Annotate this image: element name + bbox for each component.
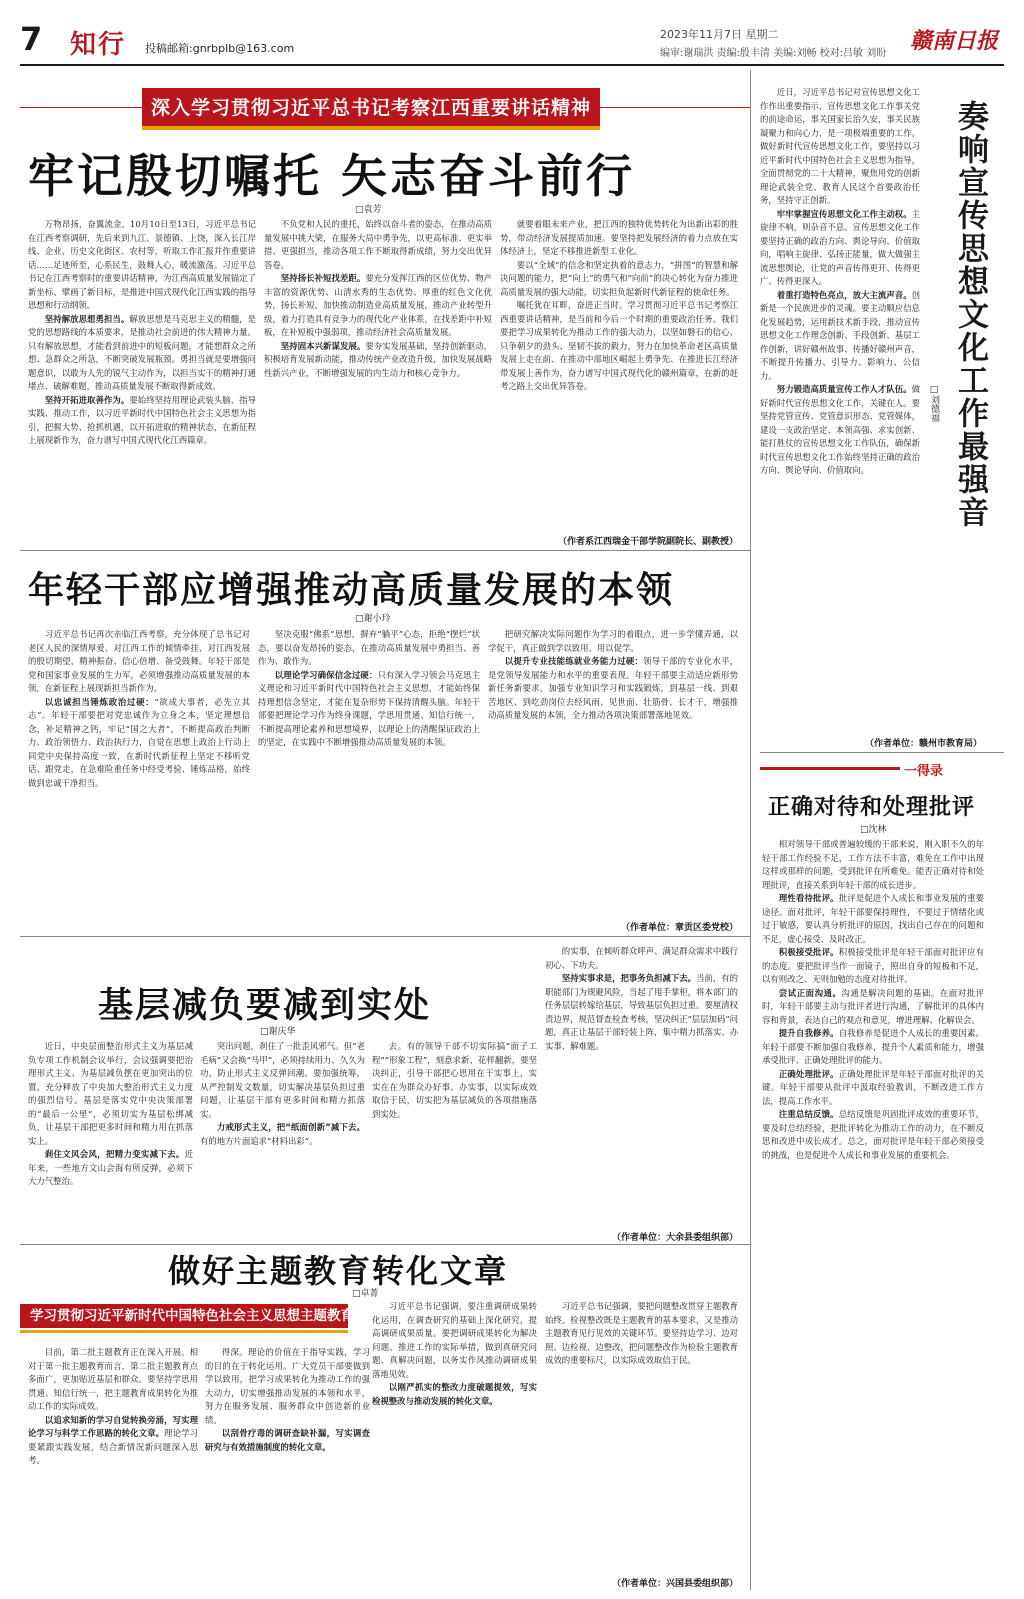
- article1-column-1: [28, 218, 256, 558]
- paragraph-text: 嘱托犹在耳畔，奋进正当时。学习贯彻习近平总书记考察江西重要讲话精神，是当前和今后一个时期的重要政治任务。我们要把学习成果转化为推动工作的强大动力，以坚如磐石的信心、只争朝夕的劲头、坚韧不拔的毅力，努力在加快革命老区高质量发展上走在前、在推动中部地区崛起上勇争先、在推进长江经济带发展上善作为，奋力谱写中国式现代化的赣州篇章，在新的赶考之路上交出优异答卷。: [500, 300, 738, 391]
- article2-byline: □谢小玲: [355, 614, 391, 624]
- divider: [20, 936, 750, 937]
- page-number: 7: [20, 20, 43, 58]
- paragraph-text: 创新是一个民族进步的灵魂。要主动顺应信息化发展趋势，运用新技术新手段，推动宣传思想文化工作理念创新、手段创新、基层工作创新，讲好赣州故事、传播好赣州声音，不断提升传播力、引导力、影响力、公信力。: [760, 289, 920, 381]
- paragraph: [762, 1108, 984, 1162]
- article2-author-unit: （作者单位：章贡区委党校）: [620, 923, 738, 933]
- paragraph-heading: 以追求知新的学习自觉转换旁涌，写实理论学习与科学工作思路的转化文章。: [28, 1414, 198, 1438]
- article3-column-1: [28, 1040, 193, 1240]
- paragraph: [545, 1300, 738, 1368]
- paragraph: [28, 218, 256, 313]
- article6-title: 正确对待和处理批评: [768, 794, 976, 820]
- paragraph-text: 主旋律不响，则杂音不息。宣传思想文化工作要坚持正确的政治方向、舆论导向、价值取向，唱响主旋律、弘扬正能量，做大做强主流思想舆论，让党的声音传得更开、传得更广、传得更深入。: [760, 208, 920, 286]
- paragraph-heading: 力戒形式主义，把“纸面创新”减下去。: [216, 1122, 365, 1132]
- submission-email: 投稿邮箱:gnrbplb@163.com: [145, 42, 295, 55]
- paragraph-text: 自我修养是促进个人成长的重要因素。年轻干部要不断加强自我修养，提升个人素质和能力，增强承受批评、正确处理批评的能力。: [762, 1028, 984, 1065]
- article4-byline: □卓菁: [352, 1289, 379, 1299]
- paragraph-text: 要以“全域”的信念和坚定执着的意志力，“拼图”的智慧和解决问题的能力，把“向上”的勇气和“向前”的决心转化为奋力推进高质量发展的强大动能，切实担负起新时代新征程的使命任务。: [500, 259, 738, 297]
- paragraph-text: 做好新时代宣传思想文化工作，关键在人。要坚持党管宣传、党管意识形态、党管媒体，建设一支政治坚定、本领高强、求实创新、能打胜仗的宣传思想文化工作队伍，确保新时代宣传思想文化工作始终坚持正确的政治方向、舆论导向、价值取向。: [760, 384, 920, 475]
- paragraph-text: 要夯实发展基础，坚持创新驱动，积极培育发展新动能，推动传统产业改造升级，加快发展战略性新兴产业，不断增强发展的内生动力和核心竞争力。: [264, 340, 492, 378]
- paragraph: [264, 218, 492, 272]
- paragraph: [372, 1040, 537, 1121]
- paragraph-heading: 以忠诚担当锤炼政治过硬：: [44, 696, 155, 707]
- paragraph-heading: 积极接受批评。: [778, 947, 839, 957]
- paragraph: [760, 208, 920, 289]
- paragraph-heading: 坚持解放思想勇担当。: [44, 313, 130, 324]
- article3-column-3: [372, 1040, 537, 1240]
- paragraph-text: 有的地方片面追求“材料出彩”。: [200, 1135, 318, 1146]
- paragraph: [500, 259, 738, 300]
- article5-title: 奏响宣传思想文化工作最强音: [952, 100, 988, 529]
- paragraph: [205, 1427, 370, 1454]
- paragraph: [372, 1381, 537, 1408]
- article1-author-unit: （作者系江西瑞金干部学院副院长、副教授）: [557, 537, 738, 547]
- paragraph-heading: 理性看待批评。: [778, 893, 839, 903]
- paragraph: [488, 655, 738, 723]
- paragraph-heading: 努力锻造高质量宣传工作人才队伍。: [776, 384, 912, 394]
- paragraph: [264, 340, 492, 381]
- article4-column-3: [372, 1300, 537, 1586]
- paragraph: [28, 628, 250, 696]
- paragraph-heading: 刹住文风会风，把精力变实减下去。: [44, 1149, 185, 1159]
- paragraph: [205, 1346, 370, 1427]
- paragraph: [760, 86, 920, 208]
- paragraph: [762, 946, 984, 987]
- paragraph: [200, 1040, 365, 1121]
- divider: [760, 752, 1004, 753]
- paragraph-text: 总结反馈是巩固批评成效的重要环节。要及时总结经验，把批评转化为推动工作的动力，在不断反思和改进中成长成才。总之，面对批评是年轻干部必须接受的挑战，也是促进个人成长和事业发展的重要机会。: [762, 1109, 984, 1160]
- article1-title: 牢记殷切嘱托 矢志奋斗前行: [28, 149, 636, 203]
- paragraph-text: 近日，习近平总书记对宣传思想文化工作作出重要指示，宣传思想文化工作事关党的前途命运，事关国家长治久安，事关民族凝聚力和向心力，是一项极端重要的工作。做好新时代宣传思想文化工作，要坚持以习近平新时代中国特色社会主义思想为指导，全面贯彻党的二十大精神，聚焦用党的创新理论武装全党、教育人民这个首要政治任务，坚持守正创新。: [760, 87, 920, 205]
- paragraph-text: 当前，有的职能部门为规避风险，当起了甩手掌柜，将本部门的任务层层转嫁给基层，导致基层负担过重。要厘清权责边界，规范督查检查考核，坚决纠正“层层加码”问题，真正让基层干部轻装上阵，集中精力抓落实、办实事、解难题。: [545, 973, 738, 1051]
- paragraph-text: 批评是促进个人成长和事业发展的重要途径。面对批评，年轻干部要保持理性，不要过于情绪化或过于敏感，要认真分析批评的原因，找出自己存在的问题和不足，虚心接受、及时改正。: [762, 893, 984, 944]
- divider: [20, 550, 750, 551]
- series-banner: [20, 1304, 414, 1328]
- paragraph-text: 习近平总书记再次亲临江西考察，充分体现了总书记对老区人民的深情厚爱、对江西工作的倾情牵挂、对江西发展的殷切期望，精神振奋、信心倍增、备受鼓舞。年轻干部是党和国家事业发展的生力军，必须增强推动高质量发展的本领，在新征程上展现新担当新作为。: [28, 629, 250, 693]
- paragraph: [28, 696, 250, 791]
- paragraph-heading: 着重打造特色亮点，放大主流声音。: [776, 289, 912, 300]
- paragraph-text: “欲成大事者，必先立其志”。年轻干部要把对党忠诚作为立身之本，坚定理想信念，补足精神之钙，牢记“国之大者”，不断提高政治判断力、政治领悟力、政治执行力，自觉在思想上政治上行动上同党中央保持高度一致，在新时代新征程上坚定不移听党话、跟党走，在急难险重任务中经受考验、锤炼品格，始终做到忠诚干净担当。: [28, 696, 250, 788]
- paragraph-text: 积极接受批评是年轻干部面对批评应有的态度。要把批评当作一面镜子，照出自身的短板和不足，以有则改之、无则加勉的态度对待批评。: [762, 947, 984, 984]
- paragraph: [545, 972, 738, 1053]
- paragraph: [488, 628, 738, 655]
- paragraph-text: 正确处理批评是年轻干部面对批评的关键。年轻干部要从批评中汲取经验教训，不断改进工作方法，提高工作水平。: [762, 1068, 984, 1106]
- divider: [20, 1244, 750, 1245]
- paragraph: [28, 1148, 193, 1189]
- paragraph-text: 要充分发挥江西的区位优势、物产丰富的资源优势、山清水秀的生态优势、厚重的红色文化优势，扬长补短，加快推动制造业高质量发展，推动产业转型升级，着力打造具有竞争力的现代化产业体系，在找差距中补短板，在补短板中强弱项，推动经济社会高质量发展。: [264, 273, 492, 337]
- article3-title: 基层减负要减到实处: [98, 985, 432, 1026]
- paragraph: [28, 1346, 198, 1414]
- article2-column-3: [488, 628, 738, 918]
- column-divider: [750, 70, 751, 1590]
- paragraph-heading: 以理论学习确保信念过硬：: [274, 669, 378, 680]
- article3-column-2: [200, 1040, 365, 1240]
- masthead: [0, 0, 1024, 66]
- paragraph-text: 得深。理论的价值在于指导实践，学习的目的在于转化运用。广大党员干部要做到学以致用，把学习成果转化为推动工作的强大动力，切实增强推动发展的本领和水平，努力在服务发展、服务群众中创造新的业绩。: [205, 1347, 370, 1425]
- paragraph: [762, 1027, 984, 1068]
- article1-column-3: [500, 218, 738, 536]
- issue-date: 2023年11月7日 星期二: [660, 28, 779, 41]
- paragraph: [545, 945, 738, 972]
- article3-column-4: [545, 945, 738, 1230]
- paragraph-text: 习近平总书记强调，要注重调研成果转化运用，在调查研究的基础上深化研究，提高调研成果质量。要把调研成果转化为解决问题、推进工作的实际举措，做到真研究问题、真解决问题，以务实作风推动调研成果落地见效。: [372, 1301, 537, 1379]
- paragraph: [762, 892, 984, 946]
- paragraph: [264, 272, 492, 340]
- paragraph: [28, 1040, 193, 1148]
- article1-column-2: [264, 218, 492, 558]
- paragraph-text: 去。有的领导干部不切实际搞“面子工程”“形象工程”，刻意求新、花样翻新，要坚决纠正，引导干部把心思用在干实事上，实实在在为群众办好事、办实事，以实际成效取信于民，切实把为基层减负的各项措施落到实处。: [372, 1041, 537, 1119]
- paragraph-text: 习近平总书记强调，要把问题整改贯穿主题教育始终。检视整改既是主题教育的基本要求，又是推动主题教育见行见效的关键环节。要坚持边学习、边对照、边检视、边整改，把问题整改作为检验主题教育成效的重要标尺，以实际成效取信于民。: [545, 1301, 738, 1365]
- paragraph-heading: 坚持扬长补短找差距。: [280, 273, 366, 283]
- topic-banner: [142, 88, 600, 130]
- article4-column-1: [28, 1346, 198, 1586]
- article6-byline: □沈林: [860, 825, 887, 835]
- paragraph-heading: 以刚严抓实的整改力度破题提效，写实检视整改与推动发展的转化文章。: [372, 1382, 537, 1406]
- paragraph: [258, 669, 480, 750]
- paragraph-text: 近年来，一些地方文山会海有所反弹，必须下大力气整治。: [28, 1149, 193, 1186]
- column-tag-rule: [760, 767, 900, 770]
- paragraph: [762, 987, 984, 1028]
- paragraph-heading: 正确处理批评。: [778, 1068, 839, 1079]
- article2-column-2: [258, 628, 480, 928]
- paragraph-text: 不负党和人民的重托，始终以奋斗者的姿态，在推动高质量发展中挑大梁，在服务大局中勇争先，以更高标准、更实举措、更强担当，推动各项工作不断取得新成绩，努力交出优异答卷。: [264, 219, 492, 270]
- banner-text: 深入学习贯彻习近平总书记考察江西重要讲话精神: [150, 97, 591, 119]
- paragraph-text: 要始终坚持用理论武装头脑、指导实践、推动工作，以习近平新时代中国特色社会主义思想为指引，把握大势、抢抓机遇，以开拓进取的精神状态，在新征程上展现新作为，奋力谱写中国式现代化江西篇章。: [28, 394, 256, 445]
- paragraph: [28, 313, 256, 394]
- article2-column-1: [28, 628, 250, 928]
- paragraph: [500, 218, 738, 259]
- paragraph-text: 突出问题，刹住了一批歪风邪气。但“老毛病”又会换“马甲”，必须持续用力、久久为功，防止形式主义反弹回潮。要加强统筹，从严控制发文数量，切实解决基层负担过重问题，让基层干部有更多时间和精力抓落实。: [200, 1041, 365, 1119]
- header-rule: [20, 64, 1004, 66]
- paragraph-text: 近日，中央层面整治形式主义为基层减负专项工作机制会议举行，会议强调要把治理形式主义、为基层减负摆在更加突出的位置，充分释放了中央加大整治形式主义力度的强烈信号。基层是落实党中央决策部署的“最后一公里”，必须切实为基层松绑减负，让基层干部把更多时间和精力用在抓落实上。: [28, 1041, 193, 1146]
- paragraph: [762, 838, 984, 892]
- paragraph: [372, 1300, 537, 1381]
- article4-column-2: [205, 1346, 370, 1586]
- paragraph: [28, 1414, 198, 1468]
- article4-title: 做好主题教育转化文章: [168, 1252, 509, 1290]
- article1-byline: □袁芳: [355, 205, 382, 215]
- paragraph-text: 理论学习要紧跟实践发展，结合新情况新问题深入思考。: [28, 1428, 198, 1465]
- paragraph-text: 领导干部的专业化水平，是党领导发展能力和水平的重要表现。年轻干部要主动适应新形势新任务新要求，加强专业知识学习和实践锻炼，到基层一线、到艰苦地区、到吃劲岗位去经风雨、见世面、壮筋骨、长才干，增强推动高质量发展的本领，全力推动各项决策部署落地见效。: [488, 656, 738, 720]
- article2-title: 年轻干部应增强推动高质量发展的本领: [28, 569, 675, 611]
- series-underline: [20, 1330, 348, 1333]
- paragraph-text: 坚决克服“佛系”思想，摒弃“躺平”心态，拒绝“摆烂”状态，要以奋发昂扬的姿态，在推动高质量发展中勇担当、善作为、敢作为。: [258, 629, 480, 666]
- paragraph: [28, 394, 256, 448]
- paragraph: [762, 1068, 984, 1109]
- paragraph-text: 把研究解决实际问题作为学习的着眼点，进一步学懂弄通，以学促干，真正做到学以致用、用以促学。: [488, 629, 738, 653]
- paragraph-text: 沟通是解决问题的基础。在面对批评时，年轻干部要主动与批评者进行沟通，了解批评的具体内容和背景，表达自己的观点和意见，增进理解、化解误会。: [762, 987, 984, 1025]
- paragraph-heading: 提升自我修养。: [778, 1028, 839, 1038]
- article5-body: [760, 86, 920, 726]
- article4-author-unit: （作者单位：兴国县委组织部）: [611, 1579, 738, 1589]
- article5-author-unit: （作者单位：赣州市教育局）: [864, 739, 982, 749]
- paragraph-heading: 以提升专业技能练就业务能力过硬：: [504, 656, 644, 666]
- paragraph: [258, 628, 480, 669]
- paragraph-heading: 牢牢掌握宣传思想文化工作主动权。: [776, 208, 912, 219]
- paragraph-text: 目前，第二批主题教育正在深入开展。相对于第一批主题教育而言，第二批主题教育点多面广，更加贴近基层和群众。要坚持学思用贯通、知信行统一，把主题教育成果转化为推动工作的实际成效。: [28, 1347, 198, 1411]
- column-tag: 一得录: [904, 764, 944, 779]
- paragraph: [760, 289, 920, 384]
- paragraph-heading: 注重总结反馈。: [778, 1109, 839, 1119]
- paragraph-heading: 坚持固本兴新谋发展。: [280, 340, 366, 351]
- article5-byline: □刘德福: [929, 385, 939, 422]
- paragraph-text: 就要着眼未来产业，把江西的独特优势转化为出新出彩的胜势，带动经济发展提质加速。要坚持把发展经济的着力点放在实体经济上，坚定不移推进新型工业化。: [500, 219, 738, 256]
- paragraph: [760, 383, 920, 478]
- editor-credits: 编审:谢瑞洪 责编:殷丰清 美编:刘畅 校对:吕敏 刘盼: [660, 48, 887, 59]
- paragraph-text: 万物昂扬，奋翼流金。10月10日至13日，习近平总书记在江西考察调研，先后来到九江、景德镇、上饶，深入长江岸线、企业、历史文化街区、农村等，听取工作汇报并作重要讲话……足迹所至，心系民生，鼓舞人心，暖流激荡。习近平总书记在江西考察时的重要讲话精神，为江西高质量发展锚定了新坐标、擘画了新目标，是推进中国式现代化江西实践的指导思想和行动纲领。: [28, 219, 256, 310]
- section-name: 知行: [70, 30, 127, 60]
- article3-byline: □谢庆华: [260, 1027, 296, 1037]
- paragraph-heading: 尝试正面沟通。: [778, 987, 842, 998]
- paragraph-heading: 以刮骨疗毒的调研查缺补漏，写实调查研究与有效措施制度的转化文章。: [205, 1428, 370, 1452]
- paragraph-heading: 坚持实事求是，把事务负担减下去。: [561, 973, 697, 983]
- paragraph-text: 解放思想是马克思主义的精髓，是党的思想路线的本质要求，是推动社会前进的伟大精神力量。只有解放思想，才能看到前进中的短板问题，才能想群众之所想、急群众之所急，不断突破发展瓶颈。勇担当就是要增强问题意识，以敢为人先的锐气主动作为，以担当实干的精神打通堵点、破解难题，推动高质量发展不断取得新成效。: [28, 313, 256, 391]
- article3-author-unit: （作者单位：大余县委组织部）: [611, 1233, 738, 1243]
- paragraph-heading: 坚持开拓进取善作为。: [44, 394, 130, 405]
- article6-body: [762, 838, 984, 1590]
- article4-column-4: [545, 1300, 738, 1570]
- newspaper-logo: 赣南日报: [910, 28, 999, 54]
- paragraph-text: 的实事，在倾听群众呼声、满足群众需求中践行初心、下功夫。: [545, 946, 738, 970]
- series-title: 学习贯彻习近平新时代中国特色社会主义思想主题教育·系列笔谈: [30, 1308, 414, 1324]
- paragraph: [500, 299, 738, 394]
- paragraph-text: 只有深入学习领会马克思主义理论和习近平新时代中国特色社会主义思想，才能始终保持理想信念坚定，才能在复杂形势下保持清醒头脑。年轻干部要把理论学习作为终身课题，学思用贯通、知信行统一，不断提高理论素养和思想境界，以理论上的清醒保证政治上的坚定，在实践中不断增强推动高质量发展的本领。: [258, 669, 480, 747]
- paragraph-text: 相对领导干部或普遍较缓的干部来说，刚入职不久的年轻干部工作经验不足，工作方法不丰富，难免在工作中出现这样或那样的问题，受到批评在所难免。能否正确对待和处理批评，直接关系到年轻干部的成长进步。: [762, 839, 984, 890]
- paragraph: [200, 1121, 365, 1148]
